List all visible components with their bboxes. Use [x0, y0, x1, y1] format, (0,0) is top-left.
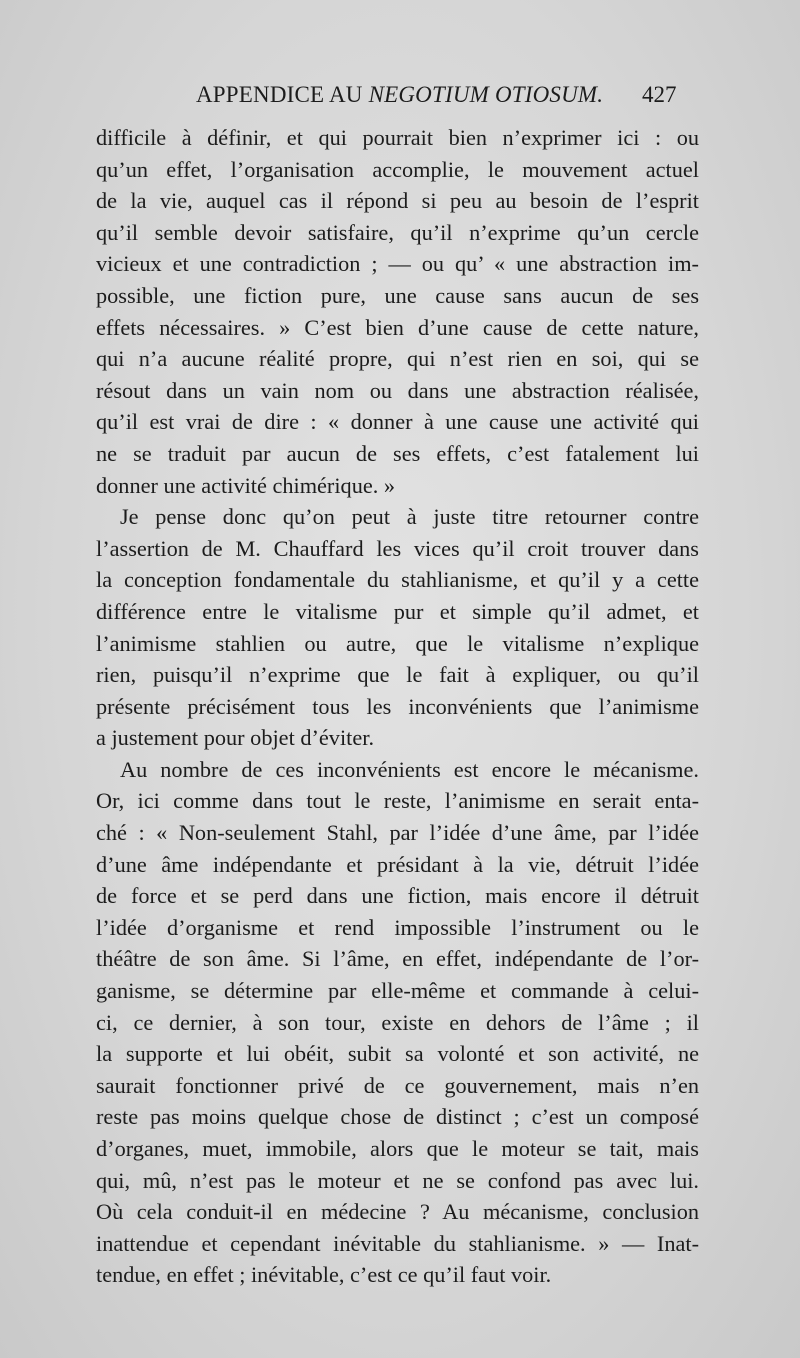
text-line: saurait fonctionner privé de ce gouvernement, mais n’en	[96, 1072, 699, 1098]
text-line: Or, ici comme dans tout le reste, l’animisme en serait enta-	[96, 788, 699, 814]
text-line: qu’il est vrai de dire : « donner à une cause une activité qui	[96, 409, 699, 435]
running-title-prefix: APPENDICE AU	[196, 82, 369, 107]
page-header	[0, 82, 800, 116]
running-title-italic: NEGOTIUM OTIOSUM.	[368, 82, 604, 107]
text-line: ne se traduit par aucun de ses effets, c’est fatalement lui	[96, 440, 699, 466]
text-line: Je pense donc qu’on peut à juste titre retourner contre	[120, 504, 699, 530]
text-line: Où cela conduit-il en médecine ? Au mécanisme, conclusion	[96, 1199, 699, 1225]
text-line: qu’il semble devoir satisfaire, qu’il n’exprime qu’un cercle	[96, 219, 699, 245]
running-title	[196, 82, 603, 108]
text-line: différence entre le vitalisme pur et simple qu’il admet, et	[96, 598, 699, 624]
text-line: de force et se perd dans une fiction, mais encore il détruit	[96, 883, 699, 909]
text-line: ganisme, se détermine par elle-même et commande à celui-	[96, 978, 699, 1004]
text-line: reste pas moins quelque chose de distinct ; c’est un composé	[96, 1104, 699, 1130]
text-line: ché : « Non-seulement Stahl, par l’idée d’une âme, par l’idée	[96, 820, 699, 846]
text-line: l’idée d’organisme et rend impossible l’instrument ou le	[96, 914, 699, 940]
page-number: 427	[642, 82, 677, 107]
text-line: difficile à définir, et qui pourrait bien n’exprimer ici : ou	[96, 125, 699, 150]
text-line: inattendue et cependant inévitable du stahlianisme. » — Inat-	[96, 1230, 699, 1256]
text-line: vicieux et une contradiction ; — ou qu’ « une abstraction im-	[96, 251, 699, 277]
body-text	[96, 122, 699, 1291]
text-line: possible, une fiction pure, une cause sans aucun de ses	[96, 282, 699, 308]
text-line: d’organes, muet, immobile, alors que le moteur se tait, mais	[96, 1136, 699, 1161]
text-line: donner une activité chimérique. »	[96, 472, 396, 498]
text-line: ci, ce dernier, à son tour, existe en dehors de l’âme ; il	[96, 1009, 699, 1035]
text-line: résout dans un vain nom ou dans une abstraction réalisée,	[96, 377, 699, 403]
text-line: présente précisément tous les inconvénients que l’animisme	[96, 693, 699, 719]
text-line: la conception fondamentale du stahlianisme, et qu’il y a cette	[96, 567, 699, 593]
text-line: de la vie, auquel cas il répond si peu au besoin de l’esprit	[96, 188, 699, 214]
text-line: tendue, en effet ; inévitable, c’est ce qu’il faut voir.	[96, 1262, 552, 1288]
text-line: l’animisme stahlien ou autre, que le vitalisme n’explique	[96, 630, 699, 656]
text-line: qui n’a aucune réalité propre, qui n’est rien en soi, qui se	[96, 346, 699, 372]
text-line: a justement pour objet d’éviter.	[96, 725, 375, 751]
text-line: qui, mû, n’est pas le moteur et ne se confond pas avec lui.	[96, 1167, 699, 1193]
text-line: Au nombre de ces inconvénients est encore le mécanisme.	[120, 756, 699, 782]
text-line: qu’un effet, l’organisation accomplie, le mouvement actuel	[96, 156, 699, 182]
text-line: rien, puisqu’il n’exprime que le fait à expliquer, ou qu’il	[96, 662, 699, 688]
text-line: effets nécessaires. » C’est bien d’une cause de cette nature,	[96, 314, 699, 340]
text-line: la supporte et lui obéit, subit sa volonté et son activité, ne	[96, 1041, 699, 1067]
text-line: d’une âme indépendante et présidant à la vie, détruit l’idée	[96, 851, 699, 877]
text-line: l’assertion de M. Chauffard les vices qu’il croit trouver dans	[96, 535, 699, 561]
text-line: théâtre de son âme. Si l’âme, en effet, indépendante de l’or-	[96, 946, 699, 972]
